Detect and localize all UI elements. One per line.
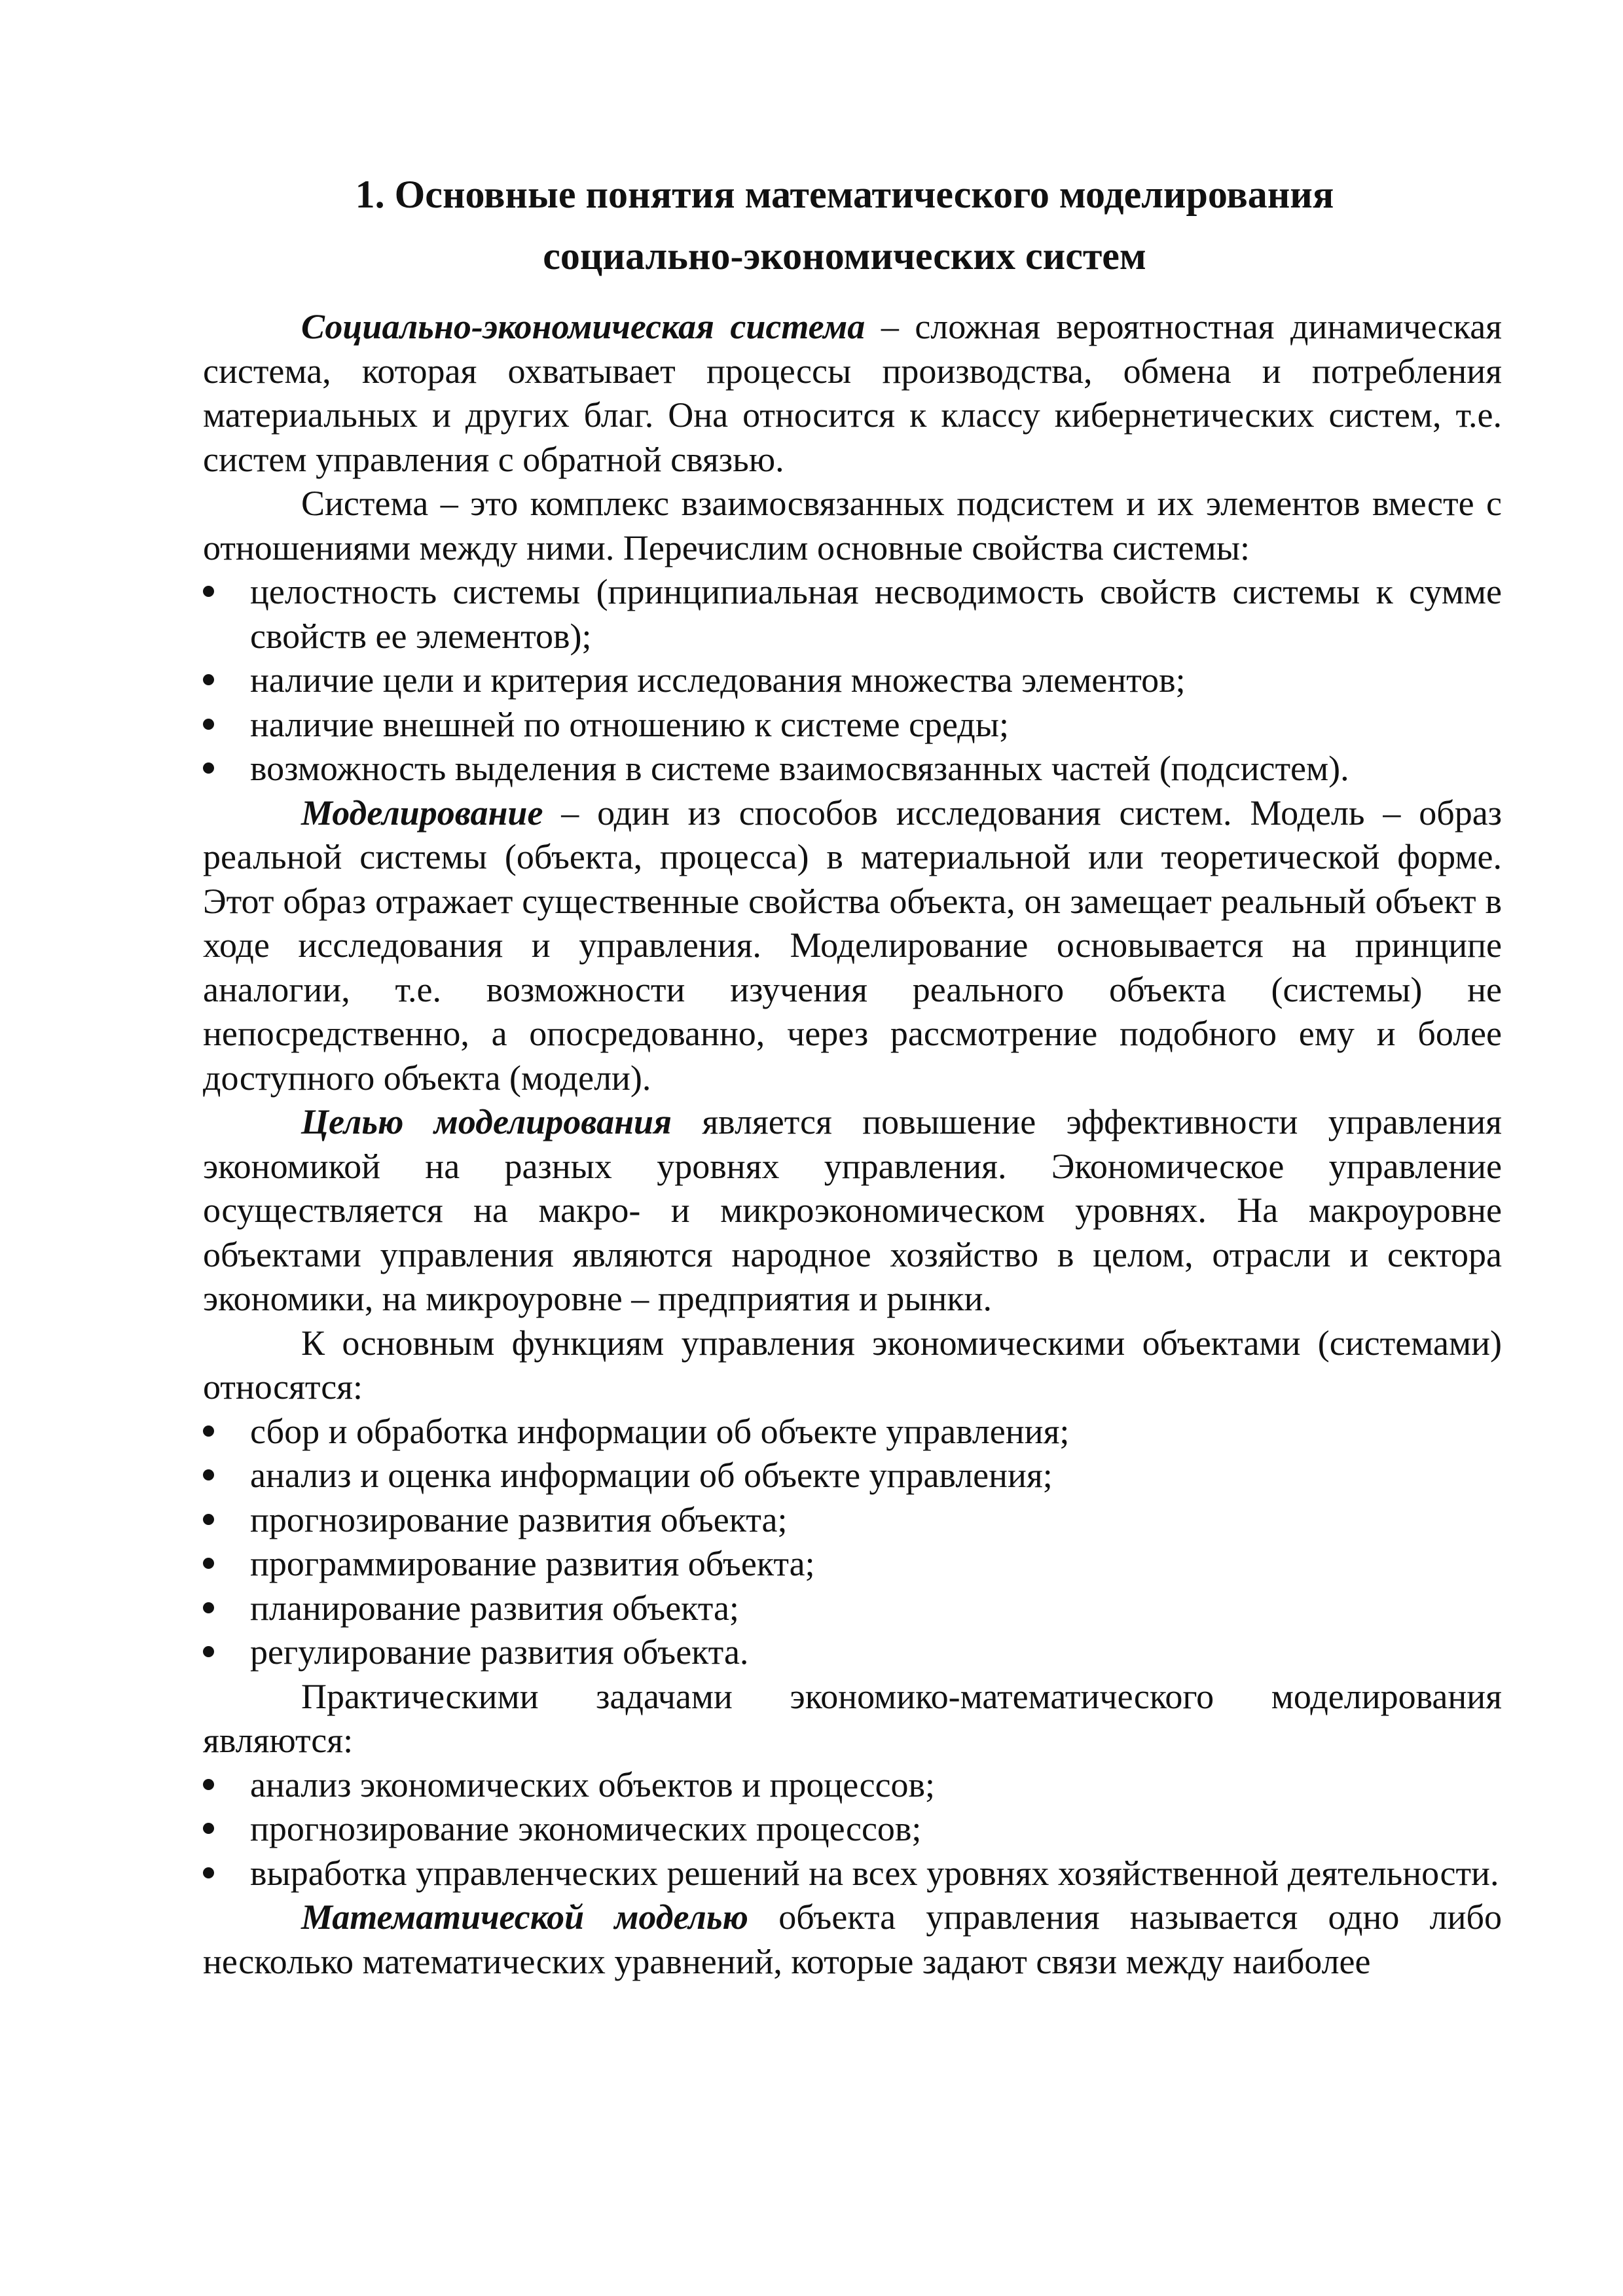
- list-item: [203, 570, 1502, 658]
- list-item: [203, 1454, 1502, 1498]
- bullet-icon: [203, 1469, 214, 1480]
- list-item: [203, 1542, 1502, 1587]
- bullet-icon: [203, 586, 214, 597]
- bullet-icon: [203, 1779, 214, 1790]
- list-item-text: наличие внешней по отношению к системе среды;: [250, 704, 1010, 744]
- bullet-icon: [203, 1646, 214, 1657]
- bullet-icon: [203, 1514, 214, 1525]
- paragraph-socio-economic-system: [203, 305, 1502, 482]
- paragraph-text: является повышение эффективности управления экономикой на разных уровнях управления. Экономическое управление осуществляется на макро- и микроэкономическом уровнях. На макроуровне объектами управления являются народное хозяйство в целом, отрасли и сектора экономики, на микроуровне – предприятия и рынки.: [203, 1102, 1502, 1318]
- list-item-text: прогнозирование развития объекта;: [250, 1499, 788, 1539]
- paragraph-text: К основным функциям управления экономическими объектами (системами) относятся:: [203, 1323, 1502, 1407]
- list-item-text: планирование развития объекта;: [250, 1588, 739, 1628]
- bullet-icon: [203, 719, 214, 730]
- paragraph-text: – один из способов исследования систем. Модель – образ реальной системы (объекта, процесса) в материальной или теоретической форме. Этот образ отражает существенные свойства объекта, он замещает реальный объект в ходе исследования и управления. Моделирование основывается на принципе аналогии, т.е. возможности изучения реального объекта (системы) не непосредственно, а опосредованно, через рассмотрение подобного ему и более доступного объекта (модели).: [203, 793, 1502, 1098]
- paragraph-management-functions: [203, 1321, 1502, 1410]
- practical-tasks-list: [203, 1763, 1502, 1896]
- list-item-text: сбор и обработка информации об объекте управления;: [250, 1411, 1070, 1451]
- paragraph-text: Практическими задачами экономико-математического моделирования являются:: [203, 1676, 1502, 1760]
- list-item-text: анализ экономических объектов и процессов;: [250, 1765, 936, 1804]
- paragraph-text: Система – это комплекс взаимосвязанных подсистем и их элементов вместе с отношениями между ними. Перечислим основные свойства системы:: [203, 484, 1502, 567]
- term-socio-economic-system: Социально-экономическая система: [301, 307, 866, 346]
- list-item: [203, 658, 1502, 703]
- list-item-text: возможность выделения в системе взаимосвязанных частей (подсистем).: [250, 749, 1349, 788]
- paragraph-practical-tasks: [203, 1675, 1502, 1763]
- bullet-icon: [203, 762, 214, 774]
- bullet-icon: [203, 1426, 214, 1437]
- list-item-text: программирование развития объекта;: [250, 1544, 815, 1583]
- list-item-text: регулирование развития объекта.: [250, 1632, 749, 1672]
- bullet-icon: [203, 1823, 214, 1834]
- bullet-icon: [203, 1867, 214, 1878]
- list-item-text: анализ и оценка информации об объекте управления;: [250, 1456, 1053, 1495]
- list-item: [203, 1763, 1502, 1808]
- document-body: [203, 305, 1502, 1984]
- term-modeling-goal: Целью моделирования: [301, 1102, 672, 1141]
- list-item: [203, 1630, 1502, 1675]
- list-item: [203, 1410, 1502, 1454]
- bullet-icon: [203, 674, 214, 685]
- paragraph-system-definition: [203, 482, 1502, 570]
- bullet-icon: [203, 1602, 214, 1613]
- bullet-icon: [203, 1558, 214, 1569]
- list-item-text: прогнозирование экономических процессов;: [250, 1809, 922, 1848]
- management-functions-list: [203, 1410, 1502, 1675]
- list-item: [203, 1587, 1502, 1631]
- list-item-text: наличие цели и критерия исследования множества элементов;: [250, 660, 1186, 700]
- paragraph-text: объекта управления называется одно либо несколько математических уравнений, которые задают связи между наиболее: [203, 1897, 1503, 1981]
- term-mathematical-model: Математической моделью: [301, 1897, 748, 1937]
- list-item: [203, 1852, 1502, 1896]
- list-item: [203, 1807, 1502, 1852]
- list-item: [203, 1498, 1502, 1543]
- system-properties-list: [203, 570, 1502, 791]
- list-item-text: выработка управленческих решений на всех уровнях хозяйственной деятельности.: [250, 1853, 1499, 1893]
- paragraph-modeling: [203, 791, 1502, 1101]
- list-item: [203, 747, 1502, 791]
- term-modeling: Моделирование: [301, 793, 543, 833]
- paragraph-mathematical-model: [203, 1895, 1502, 1984]
- list-item: [203, 703, 1502, 747]
- page-title: [196, 164, 1493, 287]
- list-item-text: целостность системы (принципиальная несводимость свойств системы к сумме свойств ее элементов);: [250, 572, 1502, 656]
- title-line-2: социально-экономических систем: [543, 234, 1146, 278]
- paragraph-text: – сложная вероятностная динамическая система, которая охватывает процессы производства, обмена и потребления материальных и других благ. Она относится к классу кибернетических систем, т.е. систем управления с обратной связью.: [203, 307, 1502, 479]
- title-line-1: 1. Основные понятия математического моделирования: [355, 173, 1334, 216]
- paragraph-modeling-goal: [203, 1100, 1502, 1321]
